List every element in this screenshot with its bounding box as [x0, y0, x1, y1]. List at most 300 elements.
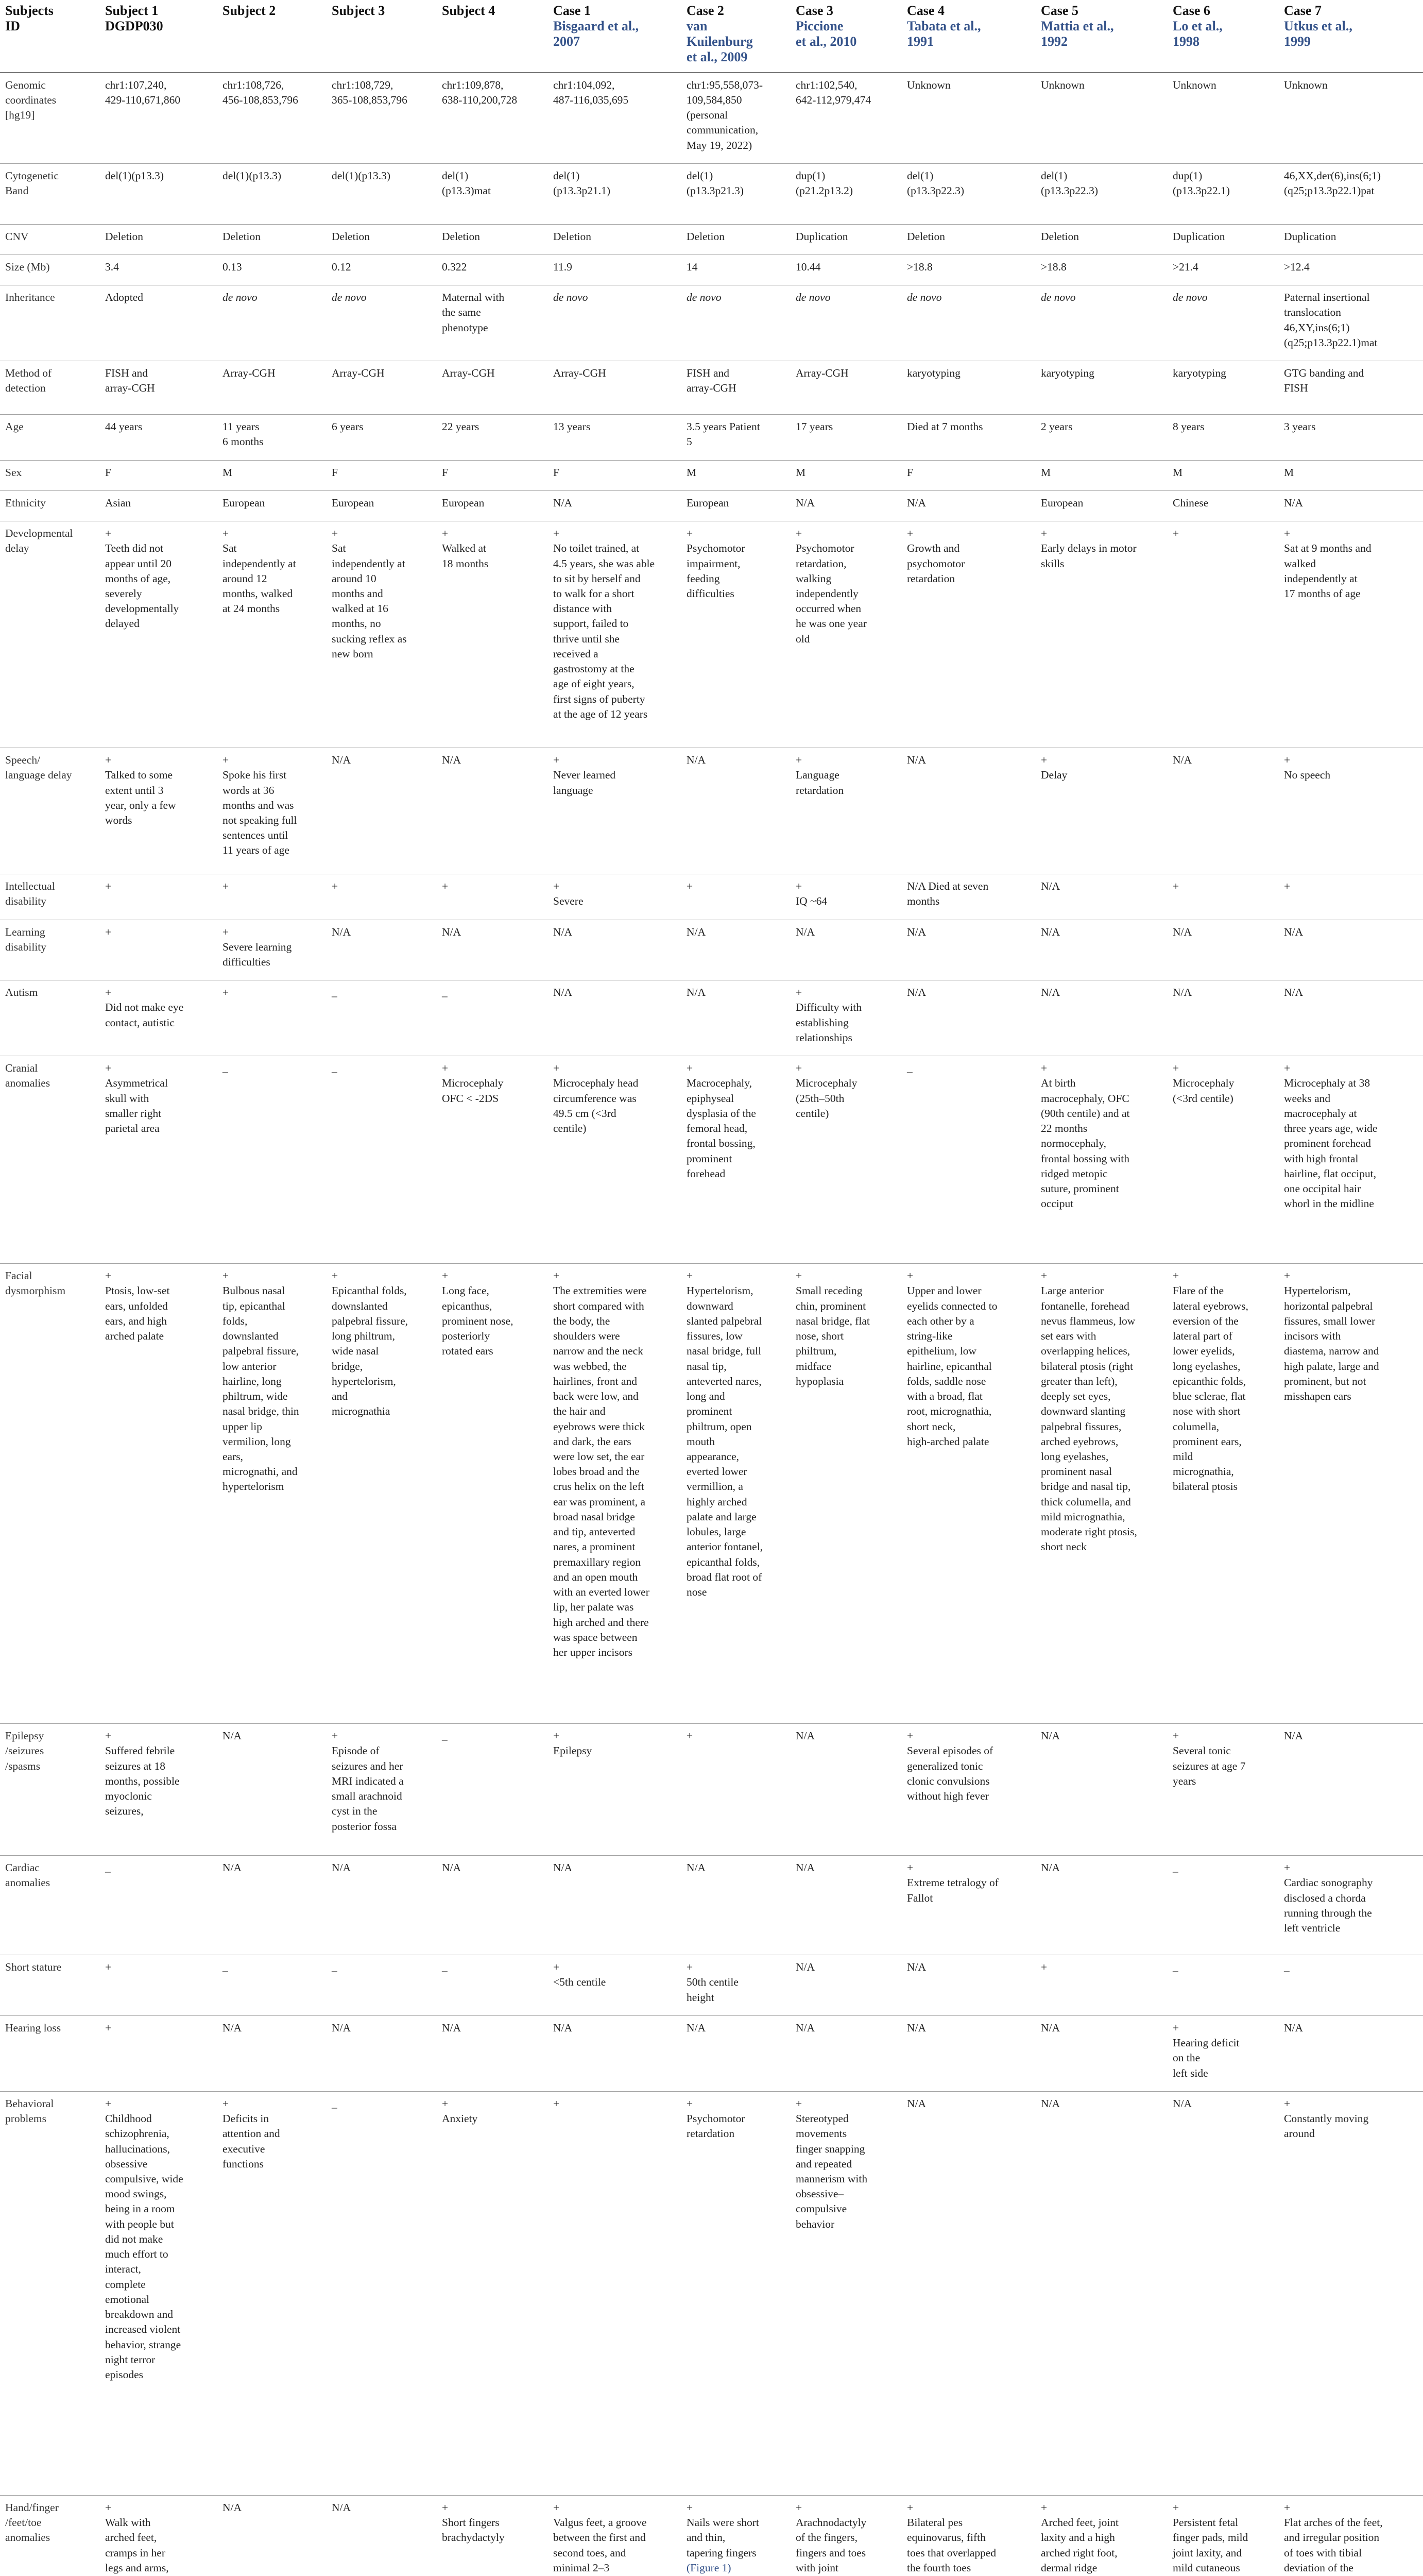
citation-link[interactable]: Mattia et al.,: [1041, 18, 1114, 33]
cell-text: breakdown and: [105, 2308, 173, 2321]
cell-text: skull with: [105, 1092, 149, 1105]
citation-link[interactable]: et al., 2010: [796, 33, 857, 49]
cell-text: months: [907, 895, 940, 908]
cell-text: columella,: [1173, 1420, 1220, 1433]
cell-text: Difficulty with: [796, 1001, 862, 1014]
table-cell-c7: [1279, 224, 1423, 255]
table-cell-c2: [681, 73, 791, 164]
table-cell-s1: [100, 73, 217, 164]
cell-text: 3.5 years Patient: [687, 420, 760, 433]
table-cell-s4: [437, 2015, 548, 2091]
cell-text: the same: [442, 306, 481, 319]
cell-text: +: [1041, 2501, 1048, 2514]
table-cell-c7: [1279, 163, 1423, 224]
cell-text: Autism: [5, 986, 38, 999]
table-cell-c1: [548, 1856, 681, 1955]
cell-text: chr1:107,240,: [105, 78, 167, 91]
table-cell-s1: [100, 2015, 217, 2091]
table-cell-c3: [791, 2091, 902, 2495]
cell-text: forehead: [687, 1167, 726, 1180]
cell-text: left ventricle: [1284, 1922, 1341, 1935]
cell-text: Duplication: [796, 230, 848, 243]
cell-text: +: [553, 1062, 560, 1075]
citation-link[interactable]: et al., 2009: [687, 49, 748, 64]
cell-text: Epilepsy: [553, 1744, 592, 1757]
cell-text: skills: [1041, 557, 1065, 570]
cell-text: language: [553, 784, 593, 796]
cell-text: Duplication: [1284, 230, 1336, 243]
cell-text: Deletion: [553, 230, 592, 243]
table-cell-c3: [791, 980, 902, 1056]
cell-text: +: [1284, 1062, 1291, 1075]
table-cell-c3: [791, 361, 902, 415]
cell-text: 50th centile: [687, 1976, 739, 1989]
table-cell-c7: [1279, 2015, 1423, 2091]
cell-text: de novo: [907, 291, 942, 304]
cell-text: Ethnicity: [5, 496, 46, 509]
cell-text: ear was prominent, a: [553, 1495, 646, 1508]
cell-text: with joint: [796, 2561, 839, 2574]
table-cell-s3: [327, 1264, 437, 1724]
table-cell-s3: [327, 490, 437, 521]
cell-text: support, failed to: [553, 617, 629, 630]
cell-text: Fallot: [907, 1891, 933, 1904]
table-cell-c5: [1036, 1955, 1168, 2016]
table-cell-c2: [681, 255, 791, 285]
cell-text: anteverted nares,: [687, 1375, 762, 1387]
cell-text: nasal bridge, full: [687, 1345, 762, 1358]
cell-text: N/A: [687, 754, 706, 767]
table-cell-s3: [327, 460, 437, 490]
cell-text: /spasms: [5, 1759, 41, 1772]
cell-text: old: [796, 632, 810, 645]
cell-text: with people but: [105, 2217, 174, 2230]
cell-text: much effort to: [105, 2248, 168, 2261]
table-cell-c5: [1036, 490, 1168, 521]
cell-text: and an open mouth: [553, 1570, 638, 1583]
cell-text: +: [442, 2501, 449, 2514]
cell-text: 4.5 years, she was able: [553, 557, 655, 570]
table-cell-c6: [1168, 460, 1279, 490]
cell-text: Deletion: [105, 230, 144, 243]
cell-text: hairlines, front and: [553, 1375, 637, 1387]
cell-text: (p13.3p22.1): [1173, 184, 1230, 197]
cell-text: normocephaly,: [1041, 1137, 1106, 1150]
table-cell-c5: [1036, 1856, 1168, 1955]
cell-text: lateral part of: [1173, 1330, 1232, 1343]
table-row-size-mb: [0, 255, 1423, 285]
table-cell-c2: [681, 2091, 791, 2495]
table-cell-s4: [437, 285, 548, 361]
cell-text: Spoke his first: [222, 769, 287, 782]
column-header-text: Subject 4: [442, 3, 495, 18]
cell-text: occurred when: [796, 602, 862, 615]
cell-text: +: [222, 2097, 229, 2110]
cell-text: _: [332, 986, 337, 999]
cell-text: myoclonic: [105, 1790, 152, 1803]
table-cell-c1: [548, 1056, 681, 1264]
cell-text: _: [222, 1062, 228, 1075]
cell-text: downward slanting: [1041, 1405, 1126, 1418]
cell-text: Short fingers: [442, 2516, 500, 2529]
table-cell-s1: [100, 285, 217, 361]
cell-text: +: [222, 527, 229, 540]
column-header-c1: [548, 0, 681, 73]
cell-text: bridge and nasal tip,: [1041, 1480, 1131, 1493]
row-label: [0, 980, 100, 1056]
table-cell-c7: [1279, 285, 1423, 361]
cell-text: on the: [1173, 2052, 1201, 2064]
table-row-cytogenetic-band: [0, 163, 1423, 224]
cell-text: each other by a: [907, 1314, 974, 1327]
cell-text: de novo: [1173, 291, 1208, 304]
cell-text: lip, her palate was: [553, 1601, 634, 1614]
cell-text: +: [687, 1961, 693, 1974]
table-cell-s2: [217, 73, 327, 164]
cell-text: detection: [5, 382, 46, 395]
citation-link[interactable]: Bisgaard et al.,: [553, 18, 639, 33]
cell-text: appearance,: [687, 1450, 740, 1463]
cell-text: long philtrum,: [332, 1330, 396, 1343]
cell-text: _: [907, 1062, 913, 1075]
cell-text: macrocephaly, OFC: [1041, 1092, 1129, 1105]
cell-text: 6 months: [222, 435, 264, 448]
cell-text: deviation of the: [1284, 2561, 1353, 2574]
cell-text: gastrostomy at the: [553, 663, 635, 675]
cell-text: lobules, large: [687, 1526, 746, 1538]
cell-text: N/A Died at seven: [907, 880, 989, 893]
cell-text: dysmorphism: [5, 1284, 66, 1297]
table-cell-c4: [902, 748, 1036, 874]
cell-text: Ptosis, low-set: [105, 1284, 170, 1297]
cell-text: Inheritance: [5, 291, 55, 304]
cell-text: chr1:108,729,: [332, 78, 393, 91]
cell-text: 2 years: [1041, 420, 1073, 433]
cell-text: seizures and her: [332, 1759, 403, 1772]
cell-text: obsessive: [105, 2157, 148, 2170]
cell-text: nose, short: [796, 1330, 844, 1343]
cell-text: centile): [796, 1107, 829, 1120]
column-header-s4: [437, 0, 548, 73]
table-cell-c3: [791, 1264, 902, 1724]
cell-text: at 24 months: [222, 602, 280, 615]
table-row-ethnicity: [0, 490, 1423, 521]
table-cell-c1: [548, 1724, 681, 1856]
citation-link[interactable]: Lo et al.,: [1173, 18, 1223, 33]
cell-text: May 19, 2022): [687, 139, 752, 151]
cell-text: chr1:108,726,: [222, 78, 284, 91]
cell-text: de novo: [1041, 291, 1076, 304]
cell-text: was webbed, the: [553, 1360, 627, 1372]
row-label: [0, 1056, 100, 1264]
table-cell-c2: [681, 748, 791, 874]
cell-text: short compared with: [553, 1299, 644, 1312]
cell-text: dup(1): [1173, 169, 1203, 182]
table-cell-c3: [791, 1056, 902, 1264]
table-cell-s1: [100, 1724, 217, 1856]
cell-text: bridge,: [332, 1360, 363, 1372]
table-cell-c3: [791, 490, 902, 521]
column-header-text: Case 6: [1173, 3, 1210, 18]
cell-text: N/A: [796, 1961, 815, 1974]
cell-text: occiput: [1041, 1197, 1074, 1210]
table-cell-c1: [548, 415, 681, 460]
cell-text: N/A: [553, 2021, 573, 2034]
cell-text: months, walked: [222, 587, 293, 600]
cell-text: fingers and toes: [796, 2546, 866, 2559]
row-label: [0, 1264, 100, 1724]
cell-text: posterior fossa: [332, 1820, 397, 1833]
table-cell-c3: [791, 285, 902, 361]
cell-text: walked at 16: [332, 602, 388, 615]
table-cell-s2: [217, 361, 327, 415]
cell-text: 6 years: [332, 420, 364, 433]
cell-text: 22 months: [1041, 1122, 1088, 1135]
cell-text: +: [105, 1961, 112, 1974]
cell-text: (<3rd centile): [1173, 1092, 1233, 1105]
cell-text: 638-110,200,728: [442, 93, 518, 106]
cell-text: wide nasal: [332, 1345, 379, 1358]
table-cell-c5: [1036, 2495, 1168, 2576]
table-cell-s4: [437, 521, 548, 748]
cell-text: dermal ridge: [1041, 2561, 1098, 2574]
column-header-text: Case 5: [1041, 3, 1078, 18]
row-label: [0, 2015, 100, 2091]
cell-text: severely: [105, 587, 142, 600]
cell-text: M: [1173, 466, 1183, 479]
table-cell-s4: [437, 980, 548, 1056]
row-label: [0, 490, 100, 521]
cell-text: del(1)(p13.3): [222, 169, 282, 182]
cell-text: equinovarus, fifth: [907, 2531, 986, 2544]
table-cell-c7: [1279, 490, 1423, 521]
cell-text: _: [442, 1961, 448, 1974]
table-cell-s2: [217, 521, 327, 748]
cell-text: the hair and: [553, 1405, 606, 1418]
cell-text: independently at: [332, 557, 405, 570]
table-cell-c6: [1168, 1856, 1279, 1955]
cell-text: Genomic: [5, 78, 46, 91]
cell-text: downslanted: [222, 1330, 279, 1343]
cell-text: karyotyping: [1041, 367, 1094, 380]
cell-text: independently at: [1284, 572, 1358, 585]
cell-text: 642-112,979,474: [796, 93, 871, 106]
citation-link[interactable]: Utkus et al.,: [1284, 18, 1352, 33]
cell-text: +: [1284, 2501, 1291, 2514]
citation-link[interactable]: Kuilenburg: [687, 33, 753, 49]
table-cell-c3: [791, 1955, 902, 2016]
cell-text: del(1)(p13.3): [332, 169, 391, 182]
table-cell-c3: [791, 224, 902, 255]
cell-text: crus helix on the left: [553, 1480, 644, 1493]
cell-text: <5th centile: [553, 1976, 606, 1989]
table-cell-c2: [681, 1856, 791, 1955]
cell-text: mood swings,: [105, 2188, 167, 2200]
cell-text: 8 years: [1173, 420, 1205, 433]
citation-link[interactable]: Tabata et al.,: [907, 18, 981, 33]
table-cell-c1: [548, 2091, 681, 2495]
cell-text: N/A: [1041, 925, 1060, 938]
cell-text: disability: [5, 940, 47, 953]
cell-text: +: [687, 1730, 693, 1742]
cell-text: long eyelashes,: [1173, 1360, 1241, 1372]
cell-text: del(1): [907, 169, 934, 182]
citation-link[interactable]: 1999: [1284, 33, 1311, 49]
cell-text: mild cutaneous: [1173, 2561, 1240, 2574]
table-cell-c7: [1279, 748, 1423, 874]
cell-text: At birth: [1041, 1077, 1076, 1090]
citation-link[interactable]: 1992: [1041, 33, 1068, 49]
table-cell-s2: [217, 1724, 327, 1856]
cell-text: and irregular position: [1284, 2531, 1380, 2544]
cell-text: Nails were short: [687, 2516, 759, 2529]
cell-text: N/A: [796, 1730, 815, 1742]
cell-text: (90th centile) and at: [1041, 1107, 1130, 1120]
cell-text: lobes broad and the: [553, 1465, 640, 1478]
cell-text: walked: [1284, 557, 1316, 570]
table-cell-c4: [902, 2015, 1036, 2091]
cell-text: prominent: [687, 1152, 732, 1165]
table-row-age: [0, 415, 1423, 460]
table-cell-c6: [1168, 1955, 1279, 2016]
table-cell-c2: [681, 285, 791, 361]
cell-text: words at 36: [222, 784, 275, 796]
table-cell-c3: [791, 1724, 902, 1856]
cell-text: disclosed a chorda: [1284, 1891, 1366, 1904]
cell-text: +: [796, 880, 802, 893]
cell-text: lateral eyebrows,: [1173, 1299, 1248, 1312]
cell-text: Severe: [553, 895, 584, 908]
table-cell-s1: [100, 415, 217, 460]
table-cell-c6: [1168, 2091, 1279, 2495]
table-cell-c4: [902, 1955, 1036, 2016]
cell-text: minimal 2–3: [553, 2561, 610, 2574]
citation-link[interactable]: 1998: [1173, 33, 1199, 49]
cell-text: hypoplasia: [796, 1375, 844, 1387]
table-cell-s4: [437, 361, 548, 415]
figure-link[interactable]: (Figure 1): [687, 2561, 731, 2574]
cell-text: circumference was: [553, 1092, 637, 1105]
cell-text: 22 years: [442, 420, 479, 433]
cell-text: +: [222, 925, 229, 938]
cell-text: macrocephaly at: [1284, 1107, 1357, 1120]
cell-text: high arched and there: [553, 1616, 649, 1629]
cell-text: anomalies: [5, 1876, 50, 1889]
cell-text: Microcephaly head: [553, 1077, 639, 1090]
table-cell-c6: [1168, 980, 1279, 1056]
cell-text: generalized tonic: [907, 1759, 983, 1772]
cell-text: independently at: [222, 557, 296, 570]
cell-text: horizontal palpebral: [1284, 1299, 1373, 1312]
cell-text: toes that overlapped: [907, 2546, 997, 2559]
cell-text: chr1:95,558,073-: [687, 78, 763, 91]
cell-text: premaxillary region: [553, 1555, 641, 1568]
table-cell-s1: [100, 2091, 217, 2495]
cell-text: F: [553, 466, 559, 479]
table-cell-c4: [902, 1264, 1036, 1724]
cell-text: >18.8: [1041, 260, 1067, 273]
cell-text: >21.4: [1173, 260, 1198, 273]
cell-text: N/A: [442, 1861, 461, 1874]
table-cell-c7: [1279, 1056, 1423, 1264]
citation-link[interactable]: van: [687, 18, 708, 33]
row-label: [0, 2495, 100, 2576]
cell-text: year, only a few: [105, 799, 176, 811]
cell-text: Teeth did not: [105, 542, 164, 555]
cell-text: N/A: [796, 925, 815, 938]
column-header-text: Case 7: [1284, 3, 1322, 18]
cell-text: appear until 20: [105, 557, 172, 570]
cell-text: _: [332, 2097, 337, 2110]
cell-text: del(1): [553, 169, 580, 182]
cell-text: chin, prominent: [796, 1299, 866, 1312]
table-cell-s3: [327, 980, 437, 1056]
cell-text: +: [105, 925, 112, 938]
table-cell-c1: [548, 1955, 681, 2016]
cell-text: Bilateral pes: [907, 2516, 963, 2529]
cell-text: +: [1041, 754, 1048, 767]
table-row-sex: [0, 460, 1423, 490]
cell-text: language delay: [5, 769, 72, 782]
cell-text: +: [1173, 527, 1179, 540]
cell-text: Psychomotor: [687, 2112, 745, 2125]
cell-text: 14: [687, 260, 698, 273]
cell-text: N/A: [1041, 2097, 1060, 2110]
cell-text: +: [105, 1269, 112, 1282]
table-cell-c3: [791, 415, 902, 460]
table-cell-c6: [1168, 163, 1279, 224]
cell-text: Developmental: [5, 527, 73, 540]
cell-text: running through the: [1284, 1906, 1372, 1919]
table-cell-c2: [681, 521, 791, 748]
table-row-hearing-loss: [0, 2015, 1423, 2091]
table-row-facial-dysmorphism: [0, 1264, 1423, 1724]
cell-text: prominent, but not: [1284, 1375, 1366, 1387]
cell-text: Never learned: [553, 769, 616, 782]
cell-text: palpebral fissures,: [1041, 1420, 1122, 1433]
cell-text: Flat arches of the feet,: [1284, 2516, 1383, 2529]
cell-text: Several episodes of: [907, 1744, 993, 1757]
cell-text: European: [222, 496, 265, 509]
cell-text: compulsive: [796, 2202, 847, 2215]
cell-text: (25th–50th: [796, 1092, 845, 1105]
table-cell-c5: [1036, 874, 1168, 920]
cell-text: +: [442, 880, 449, 893]
cell-text: vermilion, long: [222, 1435, 291, 1448]
cell-text: 13 years: [553, 420, 591, 433]
cell-text: fontanelle, forehead: [1041, 1299, 1129, 1312]
cell-text: +: [553, 2501, 560, 2514]
table-cell-s4: [437, 2091, 548, 2495]
citation-link[interactable]: 1991: [907, 33, 934, 49]
table-cell-s3: [327, 415, 437, 460]
cell-text: +: [1041, 1961, 1048, 1974]
cell-text: array-CGH: [105, 382, 155, 395]
cell-text: +: [105, 2501, 112, 2514]
cell-text: arched palate: [105, 1330, 164, 1343]
table-cell-c3: [791, 1856, 902, 1955]
table-cell-s3: [327, 1056, 437, 1264]
table-cell-s4: [437, 1724, 548, 1856]
cell-text: Psychomotor: [687, 542, 745, 555]
cell-text: months of age,: [105, 572, 171, 585]
citation-link[interactable]: Piccione: [796, 18, 844, 33]
cell-text: Chinese: [1173, 496, 1209, 509]
cell-text: Array-CGH: [332, 367, 385, 380]
citation-link[interactable]: 2007: [553, 33, 580, 49]
cell-text: palpebral fissure,: [332, 1314, 408, 1327]
table-cell-c5: [1036, 980, 1168, 1056]
